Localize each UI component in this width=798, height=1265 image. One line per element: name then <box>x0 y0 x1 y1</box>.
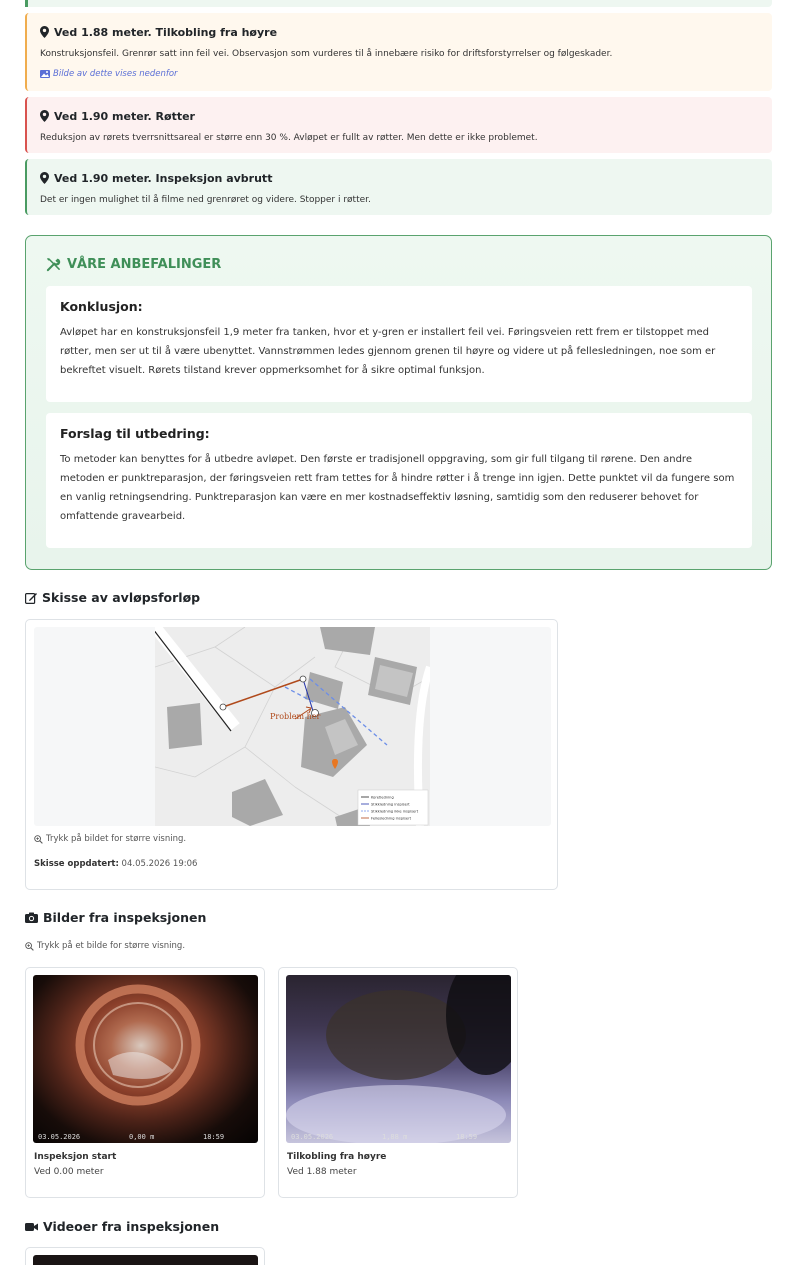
sketch-updated <box>34 859 197 869</box>
osd-time: 18:59 <box>203 1133 225 1141</box>
sketch-updated-value: 04.05.2026 19:06 <box>121 859 198 869</box>
tools-icon <box>46 257 61 272</box>
photo-caption: Tilkobling fra høyre <box>287 1152 387 1162</box>
observation-text: Reduksjon av rørets tverrsnittsareal er større enn 30 %. Avløpet er fullt av røtter. Men dette er ikke problemet. <box>40 133 538 143</box>
suggestion-text: To metoder kan benyttes for å utbedre avløpet. Den første er tradisjonell oppgraving, som gir full tilgang til rørene. Den andre metoden er punktreparasjon, der føringsveien rett fram tettes for å hindre røtter i å trenge inn igjen. Dette punktet vil da fungere som en vanlig retningsendring. Punktreparasjon kan være en mer kostnadseffektiv løsning, samtidig som den reduserer behovet for omfattende gravearbeid. <box>60 454 735 522</box>
zoom-in-icon <box>25 942 34 951</box>
edit-icon <box>25 592 37 604</box>
photo-distance: Ved 1.88 meter <box>287 1167 357 1177</box>
problem-label: Problem her <box>270 712 321 721</box>
sketch-image-frame[interactable] <box>34 627 551 826</box>
observation-card <box>25 159 772 215</box>
legend-item: Stikkledning inspisert <box>371 802 410 807</box>
previous-observation-edge <box>25 0 772 7</box>
photos-section-title: Bilder fra inspeksjonen <box>25 910 206 925</box>
observation-title: Ved 1.88 meter. Tilkobling fra høyre <box>40 24 760 40</box>
conclusion-text: Avløpet har en konstruksjonsfeil 1,9 meter fra tanken, hvor et y-gren er installert feil vei. Føringsveien rett frem er tilstoppet med røtter, men ser ut til å være ubenyttet. Vannstrømmen ledes gjennom grenen til høyre og videre ut på fellesledningen, noe som er bekreftet visuelt. Rørets tilstand krever oppmerksomhet for å sikre optimal funksjon. <box>60 327 716 376</box>
image-below-link[interactable]: Bilde av dette vises nedenfor <box>40 69 760 79</box>
sketch-card <box>25 619 558 890</box>
conclusion-card <box>46 286 752 402</box>
osd-date: 03.05.2026 <box>291 1133 334 1141</box>
osd-time: 18:59 <box>456 1133 478 1141</box>
osd-distance: 1,88 m <box>382 1133 408 1141</box>
photos-hint: Trykk på et bilde for større visning. <box>25 941 185 951</box>
osd-date: 03.05.2026 <box>38 1133 81 1141</box>
map-marker-icon <box>40 26 49 38</box>
sketch-section-title: Skisse av avløpsforløp <box>25 590 200 605</box>
drainage-sketch-map[interactable] <box>155 627 430 826</box>
conclusion-heading: Konklusjon: <box>60 299 143 314</box>
photo-card[interactable] <box>278 967 518 1198</box>
camera-icon <box>25 912 38 923</box>
map-marker-icon <box>40 172 49 184</box>
observation-title: Ved 1.90 meter. Inspeksjon avbrutt <box>40 170 760 186</box>
legend-item: Fellesledning inspisert <box>371 816 412 821</box>
sketch-updated-label: Skisse oppdatert: <box>34 859 119 869</box>
recommendations-title: VÅRE ANBEFALINGER <box>46 257 221 272</box>
suggestion-heading: Forslag til utbedring: <box>60 426 210 441</box>
photo-caption: Inspeksjon start <box>34 1152 117 1162</box>
observation-card <box>25 13 772 91</box>
legend-item: Stikkledning ikke inspisert <box>371 809 419 814</box>
video-camera-icon <box>25 1222 38 1232</box>
photo-card[interactable] <box>25 967 265 1198</box>
legend-item: Koretledning <box>371 795 394 800</box>
map-marker-icon <box>40 110 49 122</box>
photo-distance: Ved 0.00 meter <box>34 1167 104 1177</box>
zoom-in-icon <box>34 835 43 844</box>
observation-text: Det er ingen mulighet til å filme ned grenrøret og videre. Stopper i røtter. <box>40 195 371 205</box>
suggestion-card <box>46 413 752 548</box>
recommendations-panel <box>25 235 772 570</box>
osd-distance: 0,00 m <box>129 1133 155 1141</box>
inspection-photo[interactable] <box>286 975 511 1143</box>
video-thumbnail[interactable] <box>33 1255 258 1265</box>
video-card[interactable] <box>25 1247 265 1265</box>
inspection-photo[interactable] <box>33 975 258 1143</box>
videos-section-title: Videoer fra inspeksjonen <box>25 1219 219 1234</box>
observation-card <box>25 97 772 153</box>
sketch-hint: Trykk på bildet for større visning. <box>34 834 186 844</box>
image-icon <box>40 70 50 78</box>
observation-title: Ved 1.90 meter. Røtter <box>40 108 760 124</box>
observation-text: Konstruksjonsfeil. Grenrør satt inn feil vei. Observasjon som vurderes til å innebære risiko for driftsforstyrrelser og følgeskader. <box>40 49 613 59</box>
